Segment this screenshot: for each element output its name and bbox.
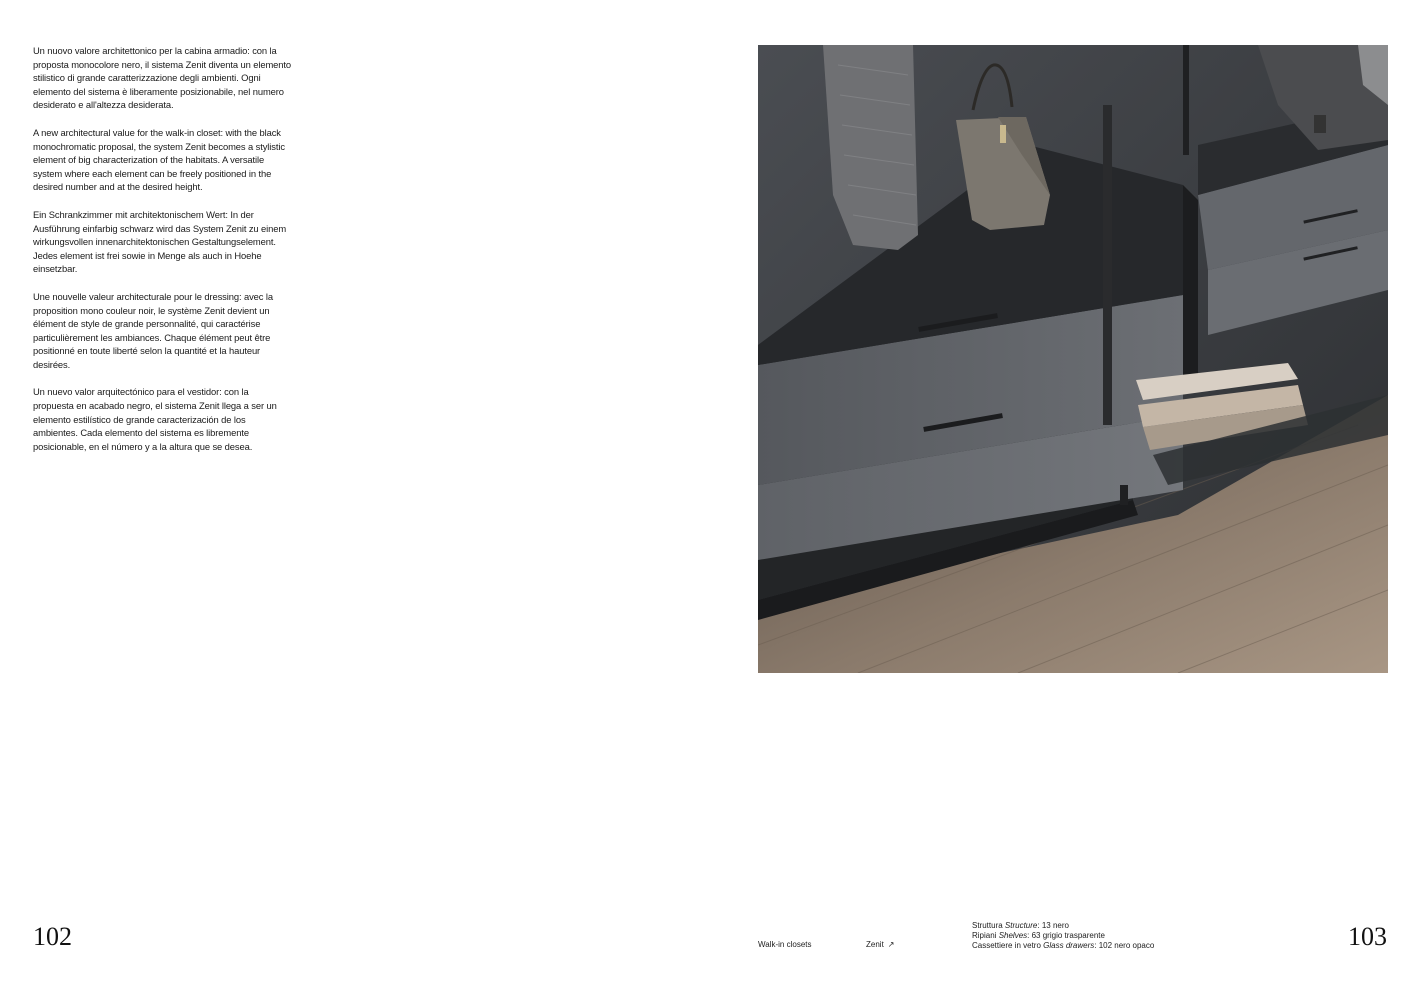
spec-shelves: Ripiani Shelves: 63 grigio trasparente	[972, 931, 1105, 940]
paragraph-french: Une nouvelle valeur architecturale pour le dressing: avec la proposition mono couleur noir, le système Zenit devient un élément de style de grande personnalité, qui caractérise particulièrement les ambiances. Chaque élément peut être positionné en toute liberté selon la quantité et la hauteur desirées.	[33, 290, 273, 370]
product-link[interactable]	[866, 940, 895, 950]
finish-specs	[972, 921, 1154, 951]
section-label: Walk-in closets	[758, 940, 812, 949]
page-number-left: 102	[33, 922, 72, 951]
paragraph-italian: Un nuovo valore architettonico per la cabina armadio: con la proposta monocolore nero, il sistema Zenit diventa un elemento stilistico di grande caratterizzazione degli ambienti. Ogni elemento del sistema è liberamente posizionabile, nel numero desiderato e all'altezza desiderata.	[33, 45, 292, 111]
product-label: Zenit	[866, 940, 884, 949]
spec-structure: Struttura Structure: 13 nero	[972, 921, 1069, 930]
arrow-up-right-icon: ↗	[887, 940, 895, 949]
paragraph-spanish: Un nuevo valor arquitectónico para el vestidor: con la propuesta en acabado negro, el sistema Zenit llega a ser un elemento estilístico de grande caracterización de los ambientes. Cada elemento del sistema es libremente posicionable, en el número y a la altura que se desea.	[33, 386, 277, 452]
walk-in-closet-photo	[758, 45, 1388, 673]
description-text	[33, 44, 291, 467]
paragraph-german: Ein Schrankzimmer mit architektonischem Wert: In der Ausführung einfarbig schwarz wird das System Zenit zu einem wirkungsvollen innenarchitektonischen Gestaltungselement. Jedes element ist frei sowie in Menge als auch in Hoehe einsetzbar.	[33, 208, 287, 275]
paragraph-english: A new architectural value for the walk-in closet: with the black monochromatic proposal, the system Zenit becomes a stylistic element of big characterization of the habitats. A versatile system where each element can be freely positioned in the desired number and at the desired height.	[33, 126, 285, 193]
spec-glass-drawers: Cassettiere in vetro Glass drawers: 102 nero opaco	[972, 941, 1155, 950]
page-number-right: 103	[1348, 922, 1387, 951]
